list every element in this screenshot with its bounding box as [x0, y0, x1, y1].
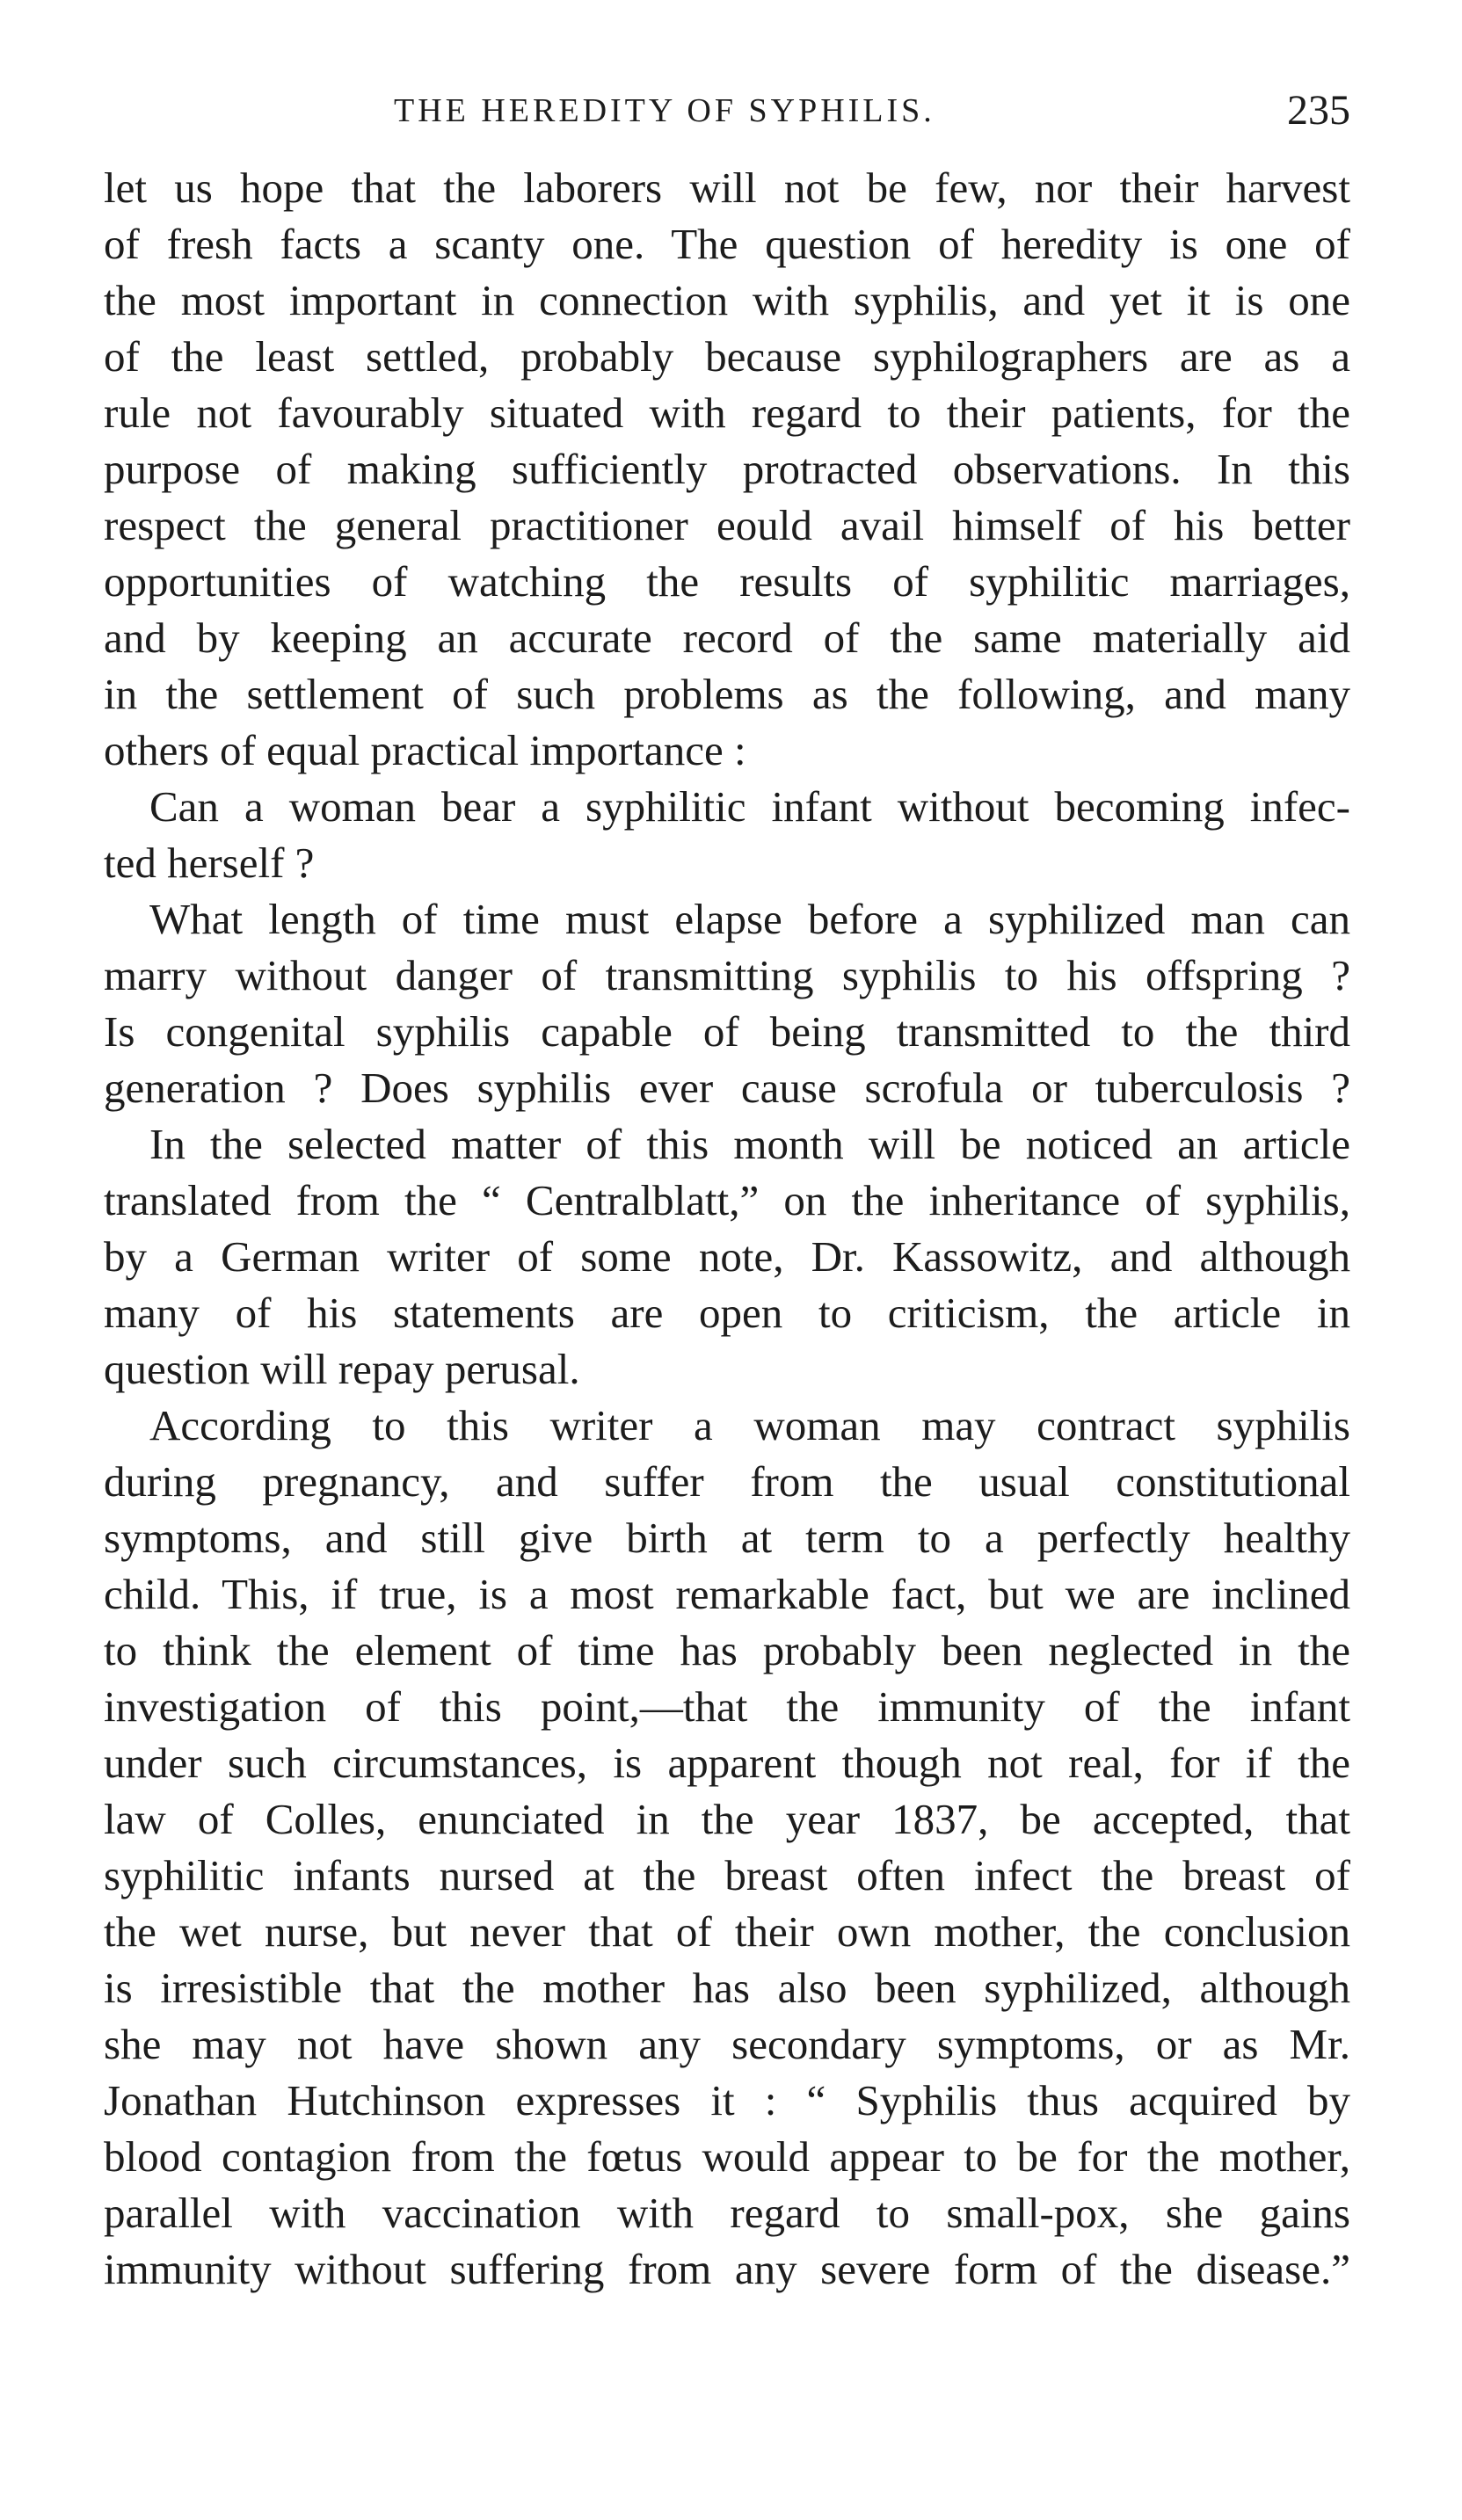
text-line: respect the general practitioner eould avail himself of his better — [104, 501, 1350, 549]
text-line: ted herself ? — [104, 839, 315, 887]
text-line: In the selected matter of this month will be noticed an article — [149, 1120, 1350, 1168]
text-line: she may not have shown any secondary symptoms, or as Mr. — [104, 2020, 1350, 2068]
text-line: marry without danger of transmitting syphilis to his offspring ? — [104, 951, 1350, 999]
text-line: the wet nurse, but never that of their own mother, the conclusion — [104, 1907, 1350, 1956]
text-line: According to this writer a woman may contract syphilis — [149, 1401, 1350, 1449]
text-line: generation ? Does syphilis ever cause scrofula or tuberculosis ? — [104, 1064, 1350, 1112]
text-line: others of equal practical importance : — [104, 726, 746, 774]
text-line: question will repay perusal. — [104, 1345, 580, 1393]
text-line: the most important in connection with syphilis, and yet it is one — [104, 276, 1350, 324]
text-line: and by keeping an accurate record of the same materially aid — [104, 614, 1350, 662]
body-text — [104, 160, 1350, 2298]
text-line: by a German writer of some note, Dr. Kassowitz, and although — [104, 1232, 1350, 1281]
text-line: immunity without suffering from any severe form of the disease.” — [104, 2245, 1350, 2293]
text-line: symptoms, and still give birth at term to a perfectly healthy — [104, 1514, 1350, 1562]
text-line: is irresistible that the mother has also been syphilized, although — [104, 1964, 1350, 2012]
text-line: under such circumstances, is apparent though not real, for if the — [104, 1739, 1350, 1787]
text-line: many of his statements are open to criticism, the article in — [104, 1289, 1350, 1337]
text-line: during pregnancy, and suffer from the usual constitutional — [104, 1457, 1350, 1506]
text-line: law of Colles, enunciated in the year 1837, be accepted, that — [104, 1795, 1350, 1843]
text-line: opportunities of watching the results of syphilitic marriages, — [104, 557, 1350, 606]
text-line: What length of time must elapse before a syphilized man can — [149, 895, 1350, 943]
text-line: Is congenital syphilis capable of being transmitted to the third — [104, 1007, 1350, 1056]
text-line: in the settlement of such problems as the following, and many — [104, 670, 1350, 718]
text-line: translated from the “ Centralblatt,” on the inheritance of syphilis, — [104, 1176, 1350, 1224]
text-line: let us hope that the laborers will not be few, nor their harvest — [104, 163, 1350, 212]
text-line: purpose of making sufficiently protracted observations. In this — [104, 445, 1350, 493]
text-line: Can a woman bear a syphilitic infant without becoming infec- — [149, 782, 1350, 831]
text-line: parallel with vaccination with regard to small-pox, she gains — [104, 2189, 1350, 2237]
text-line: of fresh facts a scanty one. The question of heredity is one of — [104, 220, 1350, 268]
text-line: Jonathan Hutchinson expresses it : “ Syphilis thus acquired by — [104, 2076, 1350, 2124]
text-line: blood contagion from the fœtus would appear to be for the mother, — [104, 2132, 1350, 2181]
text-line: rule not favourably situated with regard to their patients, for the — [104, 389, 1350, 437]
running-header — [104, 86, 1350, 139]
running-title: THE HEREDITY OF SYPHILIS. — [394, 92, 935, 129]
text-line: syphilitic infants nursed at the breast often infect the breast of — [104, 1851, 1350, 1899]
text-line: to think the element of time has probably been neglected in the — [104, 1626, 1350, 1674]
text-line: child. This, if true, is a most remarkable fact, but we are inclined — [104, 1570, 1350, 1618]
text-line: of the least settled, probably because syphilographers are as a — [104, 332, 1350, 381]
text-line: investigation of this point,—that the immunity of the infant — [104, 1682, 1350, 1731]
page-number: 235 — [1287, 87, 1350, 134]
